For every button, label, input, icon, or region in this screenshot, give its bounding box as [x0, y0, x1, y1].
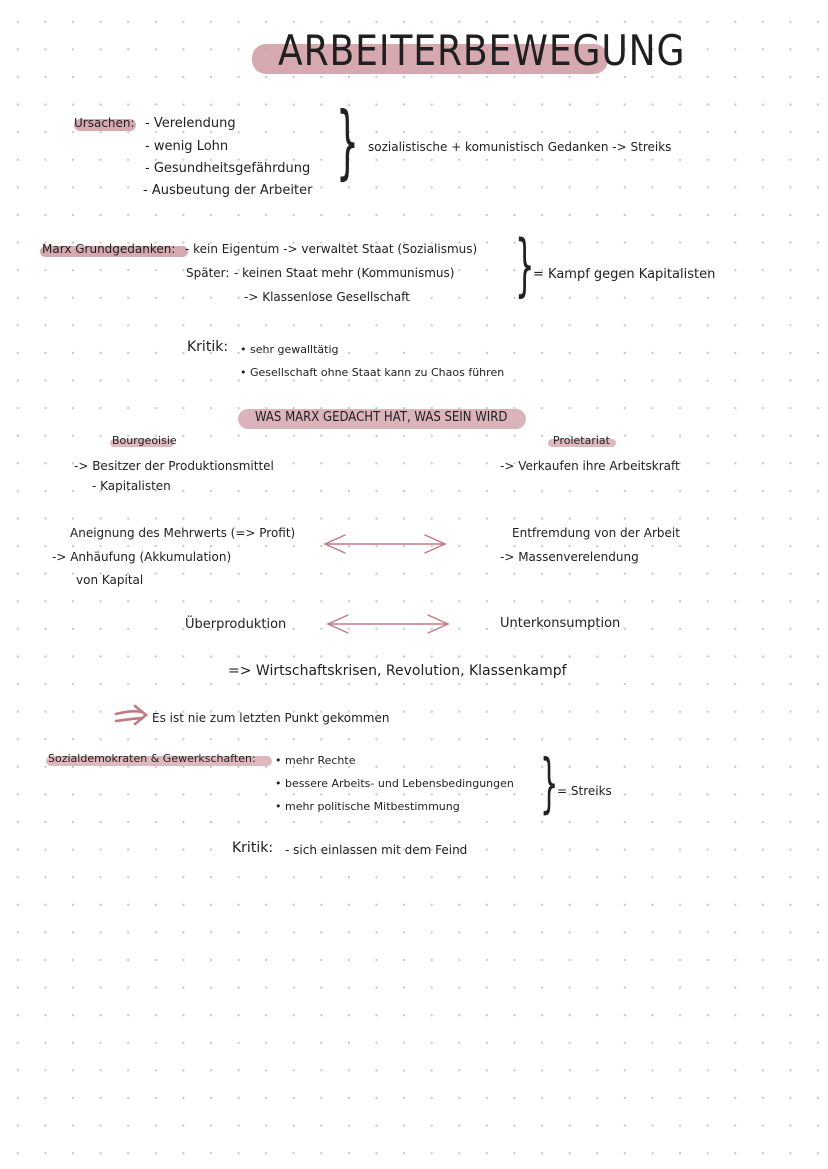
bourgeoisie-line1: -> Besitzer der Produktionsmittel [74, 459, 274, 473]
ursachen-result: sozialistische + komunistisch Gedanken -> Streiks [368, 140, 672, 154]
kritik2-label: Kritik: [232, 840, 274, 856]
marx-result: = Kampf gegen Kapitalisten [533, 267, 716, 282]
sozial-brace: } [540, 747, 559, 821]
implies-arrow-icon [116, 706, 146, 724]
sozial-item: • mehr politische Mitbestimmung [275, 800, 460, 813]
sozial-label: Sozialdemokraten & Gewerkschaften: [48, 752, 256, 765]
marx-line3: -> Klassenlose Gesellschaft [244, 290, 410, 304]
entfremdung-line1: Entfremdung von der Arbeit [512, 526, 680, 540]
banner-heading: WAS MARX GEDACHT HAT, WAS SEIN WIRD [255, 410, 508, 425]
ursachen-item: - Gesundheitsgefährdung [145, 161, 311, 176]
aneignung-line3: von Kapital [76, 573, 144, 587]
aneignung-line2: -> Anhäufung (Akkumulation) [52, 550, 232, 564]
marx-spaeter-label: Später: [186, 266, 230, 280]
sozial-item: • mehr Rechte [275, 754, 356, 767]
kritik1-item: • sehr gewalltätig [240, 343, 339, 356]
sozial-item: • bessere Arbeits- und Lebensbedingungen [275, 777, 514, 790]
proletariat-label: Proletariat [553, 434, 610, 447]
ursachen-brace: } [336, 95, 359, 188]
double-arrow-icon [325, 535, 445, 553]
bourgeoisie-line2: - Kapitalisten [92, 479, 171, 493]
bourgeoisie-label: Bourgeoisie [112, 434, 177, 447]
ueberproduktion-text: Überproduktion [185, 617, 287, 632]
kritik2-text: - sich einlassen mit dem Feind [285, 843, 468, 857]
sozial-result: = Streiks [557, 784, 612, 798]
aneignung-line1: Aneignung des Mehrwerts (=> Profit) [70, 526, 296, 540]
marx-label: Marx Grundgedanken: [42, 242, 176, 256]
page-title: ARBEITERBEWEGUNG [278, 26, 686, 75]
kritik1-label: Kritik: [187, 339, 229, 355]
entfremdung-line2: -> Massenverelendung [500, 550, 639, 564]
marx-line2: - keinen Staat mehr (Kommunismus) [234, 266, 455, 280]
punkt-text: Es ist nie zum letzten Punkt gekommen [152, 711, 390, 725]
ursachen-item: - Verelendung [145, 116, 236, 131]
unterkonsumption-text: Unterkonsumption [500, 616, 621, 631]
marx-line1: - kein Eigentum -> verwaltet Staat (Sozialismus) [185, 242, 478, 256]
marx-brace: } [515, 226, 535, 305]
double-arrow-icon [328, 615, 448, 633]
kritik1-item: • Gesellschaft ohne Staat kann zu Chaos führen [240, 366, 505, 379]
ursachen-item: - Ausbeutung der Arbeiter [143, 183, 313, 198]
proletariat-line1: -> Verkaufen ihre Arbeitskraft [500, 459, 680, 473]
ursachen-label: Ursachen: [74, 116, 135, 130]
folge-text: => Wirtschaftskrisen, Revolution, Klassenkampf [228, 663, 567, 679]
ursachen-item: - wenig Lohn [145, 139, 229, 154]
